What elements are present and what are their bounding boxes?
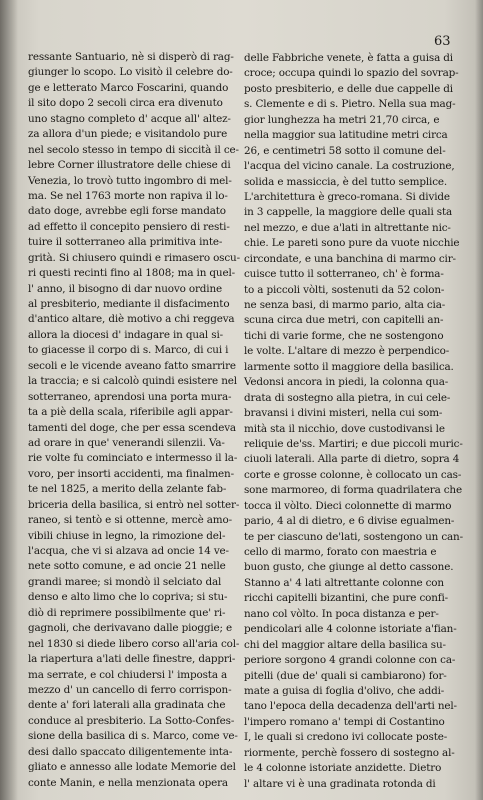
text-line: vibili chiuse in legno, la rimozione del- — [28, 529, 226, 542]
text-line: nel mezzo, e due a'lati in altrettante nic- — [244, 221, 451, 234]
page-number: 63 — [434, 34, 451, 49]
text-line: riormente, perchè fossero di sostegno al- — [244, 746, 455, 759]
text-line: grità. Si chiusero quindi e rimasero oscu- — [28, 251, 240, 264]
text-line: raneo, si tentò e si ottenne, mercè amo- — [28, 514, 232, 527]
text-line: pitelli (due de' quali si cambiarono) for- — [244, 669, 447, 682]
text-line: allora la diocesi d' indagare in qual si- — [28, 328, 223, 341]
text-line: corte e grosse colonne, è collocato un cas- — [244, 468, 462, 481]
text-line: le volte. L'altare di mezzo è perpendico- — [244, 345, 450, 358]
text-line: in 3 cappelle, la maggiore delle quali sta — [244, 206, 453, 219]
text-line: desi dallo spaccato diligentemente inta- — [28, 745, 233, 758]
text-line: conte Manin, e nella menzionata opera — [28, 776, 228, 789]
text-line: pario, 4 al di dietro, e 6 divise egualmen- — [244, 515, 455, 528]
text-line: larmente sotto il maggiore della basilica. — [244, 360, 454, 373]
text-line: uno stagno completo d' acque all' altez- — [28, 112, 231, 125]
text-line: gliato e annesso alle lodate Memorie del — [28, 761, 236, 774]
text-line: posto presbiterio, e delle due cappelle di — [244, 82, 453, 95]
text-line: drata di sostegno alla pietra, in cui cele- — [244, 391, 451, 404]
text-line: I, le quali si credono ivi collocate poste- — [244, 731, 448, 744]
text-line: secoli e le vicende aveano fatto smarrire — [28, 359, 236, 372]
text-line: te per ciascuno de'lati, sostengono un can- — [244, 530, 463, 543]
text-line: nano col vòlto. In poca distanza e per- — [244, 607, 439, 620]
text-line: Vedonsi ancora in piedi, la colonna qua- — [244, 376, 449, 389]
text-line: sone marmoreo, di forma quadrilatera che — [244, 484, 462, 497]
text-line: ricchi capitelli bizantini, che pure confi- — [244, 592, 449, 605]
text-line: dato doge, avrebbe egli forse mandato — [28, 205, 226, 218]
text-line: nete sotto comune, e ad oncie 21 nelle — [28, 560, 226, 573]
text-line: ta a piè della scala, riferibile agli appar- — [28, 406, 233, 419]
text-line: l'impero romano a' tempi di Costantino — [244, 715, 445, 728]
text-line: la traccia; e si calcolò quindi esistere nel — [28, 375, 237, 388]
text-line: 26, e centimetri 58 sotto il comune del- — [244, 144, 446, 157]
text-line: circondate, e una banchina di marmo cir- — [244, 252, 456, 265]
text-line: l' altare vi è una gradinata rotonda di — [244, 777, 436, 790]
text-line: grandi maree; si mondò il selciato dal — [28, 575, 222, 588]
text-line: chie. Le pareti sono pure da vuote nicchie — [244, 237, 460, 250]
text-line: briceria della basilica, si entrò nel sotter- — [28, 498, 240, 511]
text-line: diò di reprimere possibilmente que' ri- — [28, 606, 226, 619]
text-line: gior lunghezza ha metri 21,70 circa, e — [244, 113, 440, 126]
text-line: rie volte fu cominciato e intermesso il la- — [28, 452, 238, 465]
text-line: tichi di varie forme, che ne sostengono — [244, 329, 444, 342]
text-line: ge e letterato Marco Foscarini, quando — [28, 81, 229, 94]
text-line: tamenti del doge, che per essa scendeva — [28, 421, 236, 434]
text-line: le 4 colonne istoriate anzidette. Dietro — [244, 762, 442, 775]
text-line: giunger lo scopo. Lo visitò il celebre do- — [28, 66, 233, 79]
text-line: ciuoli laterali. Alla parte di dietro, sopra 4 — [244, 453, 460, 466]
text-line: za allora d'un piede; e visitandolo pure — [28, 128, 228, 141]
text-line: ma serrate, e col chiudersi l' imposta a — [28, 668, 228, 681]
text-line: nel secolo stesso in tempo di siccità il ce- — [28, 143, 239, 156]
text-line: pendicolari alle 4 colonne istoriate a'fian- — [244, 623, 457, 636]
text-line: sotterraneo, aprendosi una porta mura- — [28, 390, 232, 403]
text-line: conduce al presbiterio. La Sotto-Confes- — [28, 714, 235, 727]
text-line: tocca il vòlto. Dieci colonnette di marmo — [244, 499, 452, 512]
text-line: gagnoli, che derivavano dalle pioggie; e — [28, 622, 233, 635]
text-line: nel 1830 si diede libero corso all'aria col- — [28, 637, 240, 650]
text-line: chi del maggior altare della basilica su- — [244, 638, 446, 651]
text-line: lebre Corner illustratore delle chiese di — [28, 159, 231, 172]
text-line: denso e alto limo che lo copriva; si stu- — [28, 591, 228, 604]
text-line: bravansi i divini misteri, nella cui som- — [244, 407, 443, 420]
text-line: il sito dopo 2 secoli circa era divenuto — [28, 97, 223, 110]
text-line: reliquie de'ss. Martiri; e due piccoli muric- — [244, 437, 463, 450]
text-line: ri questi recinti fino al 1808; ma in quel- — [28, 267, 236, 280]
text-line: solida e massiccia, è del tutto semplice. — [244, 175, 448, 188]
text-line: nella maggior sua latitudine metri circa — [244, 129, 448, 142]
text-line: tuire il sotterraneo alla primitiva inte- — [28, 236, 223, 249]
page-gutter-shadow — [0, 0, 18, 800]
text-line: voro, per insorti accidenti, ma finalmen- — [28, 467, 234, 480]
page-edge-shadow — [475, 0, 483, 800]
text-line: ma. Se nel 1763 morte non rapiva il lo- — [28, 189, 228, 202]
text-line: te nel 1825, a merito della zelante fab- — [28, 483, 227, 496]
right-text-column — [244, 51, 470, 792]
text-line: mezzo d' un cancello di ferro corrispon- — [28, 683, 232, 696]
text-line: tano l'epoca della decadenza dell'arti nel- — [244, 700, 457, 713]
text-line: to a piccoli vòlti, sostenuti da 52 colon- — [244, 283, 445, 296]
text-line: la riapertura a'lati delle finestre, dappri- — [28, 653, 236, 666]
text-line: cello di marmo, forato con maestria e — [244, 546, 437, 558]
text-line: croce; occupa quindi lo spazio del sovrap- — [244, 67, 459, 80]
text-line: dente a' fori laterali alla gradinata che — [28, 699, 226, 712]
text-line: to giacesse il corpo di s. Marco, di cui i — [28, 344, 229, 357]
text-line: Venezia, lo trovò tutto ingombro di mel- — [28, 174, 232, 187]
text-line: mate a guisa di foglia d'olivo, che addi- — [244, 684, 445, 697]
text-line: d'antico altare, diè motivo a chi reggeva — [28, 313, 235, 326]
text-line: ad orare in que' venerandi silenzii. Va- — [28, 436, 225, 449]
text-line: ad effetto il concepito pensiero di resti- — [28, 220, 230, 233]
text-line: l' anno, il bisogno di dar nuovo ordine — [28, 282, 222, 295]
text-line: l'acqua del vicino canale. La costruzione, — [244, 160, 455, 173]
text-line: Stanno a' 4 lati altrettante colonne con — [244, 576, 444, 589]
text-line: delle Fabbriche venete, è fatta a guisa di — [244, 52, 453, 64]
text-line: scuna circa due metri, con capitelli an- — [244, 314, 444, 327]
text-line: buon gusto, che giunge al detto cassone. — [244, 561, 454, 574]
left-text-column — [28, 50, 240, 791]
text-line: mità sta il nicchio, dove custodivansi le — [244, 422, 445, 435]
text-line: l'acqua, che vi si alzava ad oncie 14 ve- — [28, 545, 229, 557]
text-line: s. Clemente e di s. Pietro. Nella sua mag- — [244, 98, 456, 111]
text-line: periore sorgono 4 grandi colonne con ca- — [244, 654, 456, 667]
text-line: sione della basilica di s. Marco, come ve- — [28, 730, 238, 743]
text-line: al presbiterio, mediante il disfacimento — [28, 298, 230, 310]
text-line: ressante Santuario, nè si disperò di rag- — [28, 51, 234, 63]
text-line: cuisce tutto il sotterraneo, ch' è forma- — [244, 268, 444, 281]
text-line: ne senza basi, di marmo pario, alta cia- — [244, 299, 446, 311]
text-line: L'architettura è greco-romana. Si divide — [244, 190, 450, 203]
